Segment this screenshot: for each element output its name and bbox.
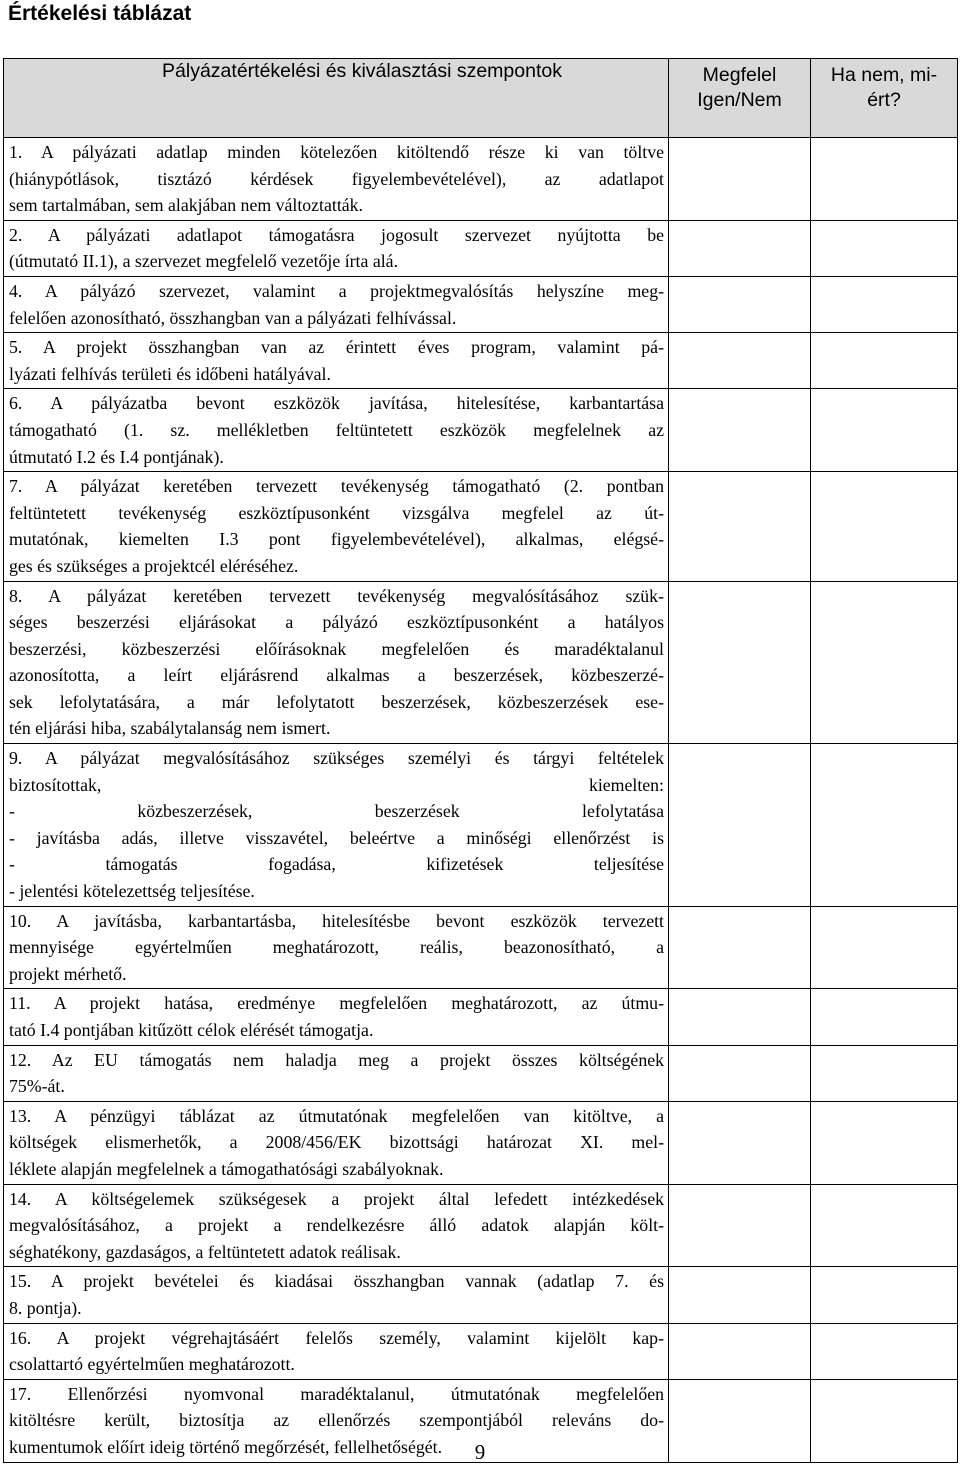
reason-answer-cell[interactable] bbox=[811, 989, 958, 1045]
criterion-cell bbox=[4, 276, 669, 332]
reason-answer-cell[interactable] bbox=[811, 138, 958, 221]
criterion-text-line: 8. A pályázat keretében tervezett tevékenység megvalósításához szük- bbox=[9, 585, 664, 606]
criterion-text-line: 17. Ellenőrzési nyomvonal maradéktalanul, útmutatónak megfelelően bbox=[9, 1383, 664, 1404]
criterion-text-line: kitöltésre került, biztosítja az ellenőrzés szempontjából releváns do- bbox=[9, 1410, 664, 1431]
criterion-text-line: séghatékony, gazdaságos, a feltüntetett adatok reálisak. bbox=[9, 1241, 401, 1262]
criterion-text-line: 1. A pályázati adatlap minden kötelezően kitöltendő része ki van töltve bbox=[9, 142, 664, 162]
criterion-text-line: beszerzési, közbeszerzési előírásoknak megfelelően és maradéktalanul bbox=[9, 638, 664, 659]
criterion-text-line: 16. A projekt végrehajtásáért felelős személy, valamint kijelölt kap- bbox=[9, 1327, 664, 1348]
reason-answer-cell[interactable] bbox=[811, 744, 958, 907]
criterion-cell bbox=[4, 1267, 669, 1323]
table-row bbox=[4, 1045, 958, 1101]
criterion-text-line: 5. A projekt összhangban van az érintett éves program, valamint pá- bbox=[9, 337, 664, 358]
table-row bbox=[4, 333, 958, 389]
table-row bbox=[4, 1101, 958, 1184]
match-header-line1: Megfelel bbox=[702, 64, 777, 86]
criterion-cell bbox=[4, 744, 669, 907]
reason-answer-cell[interactable] bbox=[811, 581, 958, 744]
criterion-text-line: támogatható (1. sz. mellékletben feltüntetett eszközök megfelelnek az bbox=[9, 419, 664, 440]
match-answer-cell[interactable] bbox=[669, 472, 811, 581]
match-answer-cell[interactable] bbox=[669, 138, 811, 221]
reason-answer-cell[interactable] bbox=[811, 276, 958, 332]
criterion-text-line: csolattartó egyértelműen meghatározott. bbox=[9, 1354, 295, 1375]
table-row bbox=[4, 138, 958, 221]
match-header-line2: Igen/Nem bbox=[697, 89, 782, 111]
criterion-text-line: séges beszerzési eljárásokat a pályázó eszköztípusonként a hatályos bbox=[9, 612, 664, 633]
criterion-text-line: felelően azonosítható, összhangban van a pályázati felhívással. bbox=[9, 307, 457, 328]
criterion-text-line: tató I.4 pontjában kitűzött célok elérését támogatja. bbox=[9, 1020, 374, 1040]
table-row bbox=[4, 906, 958, 989]
criterion-text-line: 13. A pénzügyi táblázat az útmutatónak megfelelően van kitöltve, a bbox=[9, 1105, 664, 1126]
criterion-text-line: lyázati felhívás területi és időbeni hatályával. bbox=[9, 363, 331, 384]
match-answer-cell[interactable] bbox=[669, 989, 811, 1045]
criterion-cell bbox=[4, 333, 669, 389]
table-row bbox=[4, 1267, 958, 1323]
criterion-cell bbox=[4, 472, 669, 581]
criterion-cell bbox=[4, 389, 669, 472]
evaluation-table bbox=[3, 58, 958, 1463]
match-answer-cell[interactable] bbox=[669, 389, 811, 472]
reason-answer-cell[interactable] bbox=[811, 1267, 958, 1323]
criterion-text-line: feltüntetett tevékenység eszköztípusonként vizsgálva megfelel az út- bbox=[9, 502, 664, 523]
match-answer-cell[interactable] bbox=[669, 906, 811, 989]
reason-column-header bbox=[811, 59, 958, 138]
criterion-cell bbox=[4, 220, 669, 276]
criterion-cell bbox=[4, 581, 669, 744]
table-row bbox=[4, 389, 958, 472]
table-row bbox=[4, 276, 958, 332]
criterion-text-line: útmutató I.2 és I.4 pontjának). bbox=[9, 446, 224, 467]
reason-answer-cell[interactable] bbox=[811, 1045, 958, 1101]
document-title: Értékelési táblázat bbox=[8, 2, 192, 25]
match-answer-cell[interactable] bbox=[669, 333, 811, 389]
criterion-text-line: sem tartalmában, sem alakjában nem változtatták. bbox=[9, 195, 364, 216]
match-answer-cell[interactable] bbox=[669, 1323, 811, 1379]
criterion-text-line: (hiánypótlások, tisztázó kérdések figyelembevételével), az adatlapot bbox=[9, 168, 664, 189]
match-answer-cell[interactable] bbox=[669, 1101, 811, 1184]
table-row bbox=[4, 1323, 958, 1379]
criterion-text-line: sek lefolytatására, a már lefolytatott beszerzések, közbeszerzések ese- bbox=[9, 691, 664, 712]
criterion-text-line: léklete alapján megfelelnek a támogathatósági szabályoknak. bbox=[9, 1158, 444, 1179]
reason-answer-cell[interactable] bbox=[811, 1101, 958, 1184]
reason-answer-cell[interactable] bbox=[811, 333, 958, 389]
criterion-text-line: 12. Az EU támogatás nem haladja meg a projekt összes költségének bbox=[9, 1049, 664, 1070]
reason-answer-cell[interactable] bbox=[811, 472, 958, 581]
criterion-text-line: 14. A költségelemek szükségesek a projekt által lefedett intézkedések bbox=[9, 1188, 664, 1209]
criteria-header-label: Pályázatértékelési és kiválasztási szempontok bbox=[162, 60, 562, 82]
match-column-header bbox=[669, 59, 811, 138]
criterion-text-line: 8. pontja). bbox=[9, 1297, 82, 1318]
criterion-text-line: 10. A javításba, karbantartásba, hitelesítésbe bevont eszközök tervezett bbox=[9, 910, 664, 931]
table-row bbox=[4, 472, 958, 581]
match-answer-cell[interactable] bbox=[669, 581, 811, 744]
criterion-text-line: - javításba adás, illetve visszavétel, beleértve a minőségi ellenőrzést is bbox=[9, 827, 664, 848]
reason-answer-cell[interactable] bbox=[811, 1323, 958, 1379]
criterion-text-line: biztosítottak, kiemelten: bbox=[9, 774, 664, 795]
reason-header-line2: ért? bbox=[867, 89, 901, 111]
criterion-text-line: 7. A pályázat keretében tervezett tevékenység támogatható (2. pontban bbox=[9, 476, 664, 497]
criterion-cell bbox=[4, 906, 669, 989]
criterion-cell bbox=[4, 138, 669, 221]
criterion-cell bbox=[4, 1323, 669, 1379]
criterion-text-line: projekt mérhető. bbox=[9, 963, 127, 984]
table-row bbox=[4, 989, 958, 1045]
criterion-text-line: tén eljárási hiba, szabálytalanság nem ismert. bbox=[9, 718, 331, 739]
criterion-cell bbox=[4, 1184, 669, 1267]
table-row bbox=[4, 744, 958, 907]
reason-answer-cell[interactable] bbox=[811, 220, 958, 276]
criteria-column-header bbox=[4, 59, 669, 138]
criterion-cell bbox=[4, 1045, 669, 1101]
criterion-text-line: - támogatás fogadása, kifizetések teljesítése bbox=[9, 854, 664, 875]
match-answer-cell[interactable] bbox=[669, 1045, 811, 1101]
page-number: 9 bbox=[474, 1440, 486, 1464]
reason-answer-cell[interactable] bbox=[811, 389, 958, 472]
table-row bbox=[4, 1184, 958, 1267]
reason-answer-cell[interactable] bbox=[811, 906, 958, 989]
criterion-text-line: ges és szükséges a projektcél eléréséhez. bbox=[9, 555, 299, 576]
criterion-text-line: - közbeszerzések, beszerzések lefolytatása bbox=[9, 801, 664, 822]
criterion-text-line: azonosította, a leírt eljárásrend alkalmas a beszerzések, közbeszerzé- bbox=[9, 665, 664, 686]
reason-header-line1: Ha nem, mi- bbox=[830, 64, 938, 86]
criterion-cell bbox=[4, 989, 669, 1045]
match-answer-cell[interactable] bbox=[669, 276, 811, 332]
criterion-text-line: kumentumok előírt ideig történő megőrzését, fellelhetőségét. bbox=[9, 1436, 443, 1457]
match-answer-cell[interactable] bbox=[669, 744, 811, 907]
criterion-cell bbox=[4, 1101, 669, 1184]
criterion-text-line: mennyisége egyértelműen meghatározott, reális, beazonosítható, a bbox=[9, 937, 664, 958]
match-answer-cell[interactable] bbox=[669, 1184, 811, 1267]
criterion-text-line: 11. A projekt hatása, eredménye megfelelően meghatározott, az útmu- bbox=[9, 993, 664, 1014]
criterion-text-line: 6. A pályázatba bevont eszközök javítása, hitelesítése, karbantartása bbox=[9, 393, 664, 414]
criterion-text-line: (útmutató II.1), a szervezet megfelelő vezetője írta alá. bbox=[9, 251, 399, 272]
criterion-text-line: költségek elismerhetők, a 2008/456/EK bizottsági határozat XI. mel- bbox=[9, 1132, 664, 1153]
criterion-text-line: megvalósításához, a projekt a rendelkezésre álló adatok alapján költ- bbox=[9, 1215, 664, 1236]
match-answer-cell[interactable] bbox=[669, 220, 811, 276]
table-row bbox=[4, 220, 958, 276]
criterion-text-line: 9. A pályázat megvalósításához szükséges személyi és tárgyi feltételek bbox=[9, 748, 664, 769]
criterion-text-line: 75%-át. bbox=[9, 1076, 65, 1097]
table-header-row bbox=[4, 59, 958, 138]
table-row bbox=[4, 581, 958, 744]
criterion-text-line: 4. A pályázó szervezet, valamint a projektmegvalósítás helyszíne meg- bbox=[9, 280, 664, 301]
criterion-text-line: mutatónak, kiemelten I.3 pont figyelembevételével), alkalmas, elégsé- bbox=[9, 529, 664, 550]
criterion-text-line: 15. A projekt bevételei és kiadásai összhangban vannak (adatlap 7. és bbox=[9, 1271, 664, 1292]
reason-answer-cell[interactable] bbox=[811, 1184, 958, 1267]
criterion-text-line: 2. A pályázati adatlapot támogatásra jogosult szervezet nyújtotta be bbox=[9, 224, 664, 245]
match-answer-cell[interactable] bbox=[669, 1267, 811, 1323]
criterion-text-line: - jelentési kötelezettség teljesítése. bbox=[9, 881, 255, 902]
